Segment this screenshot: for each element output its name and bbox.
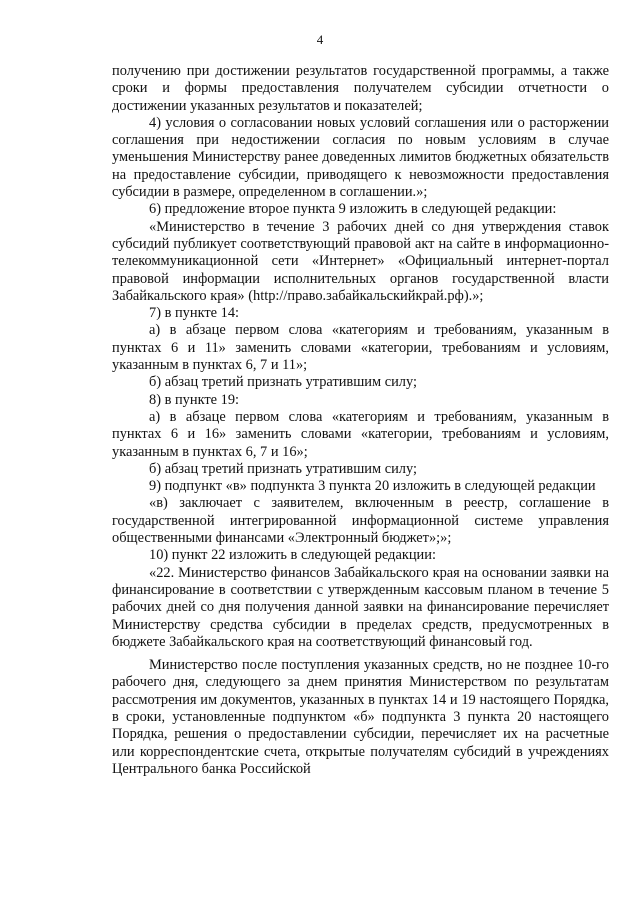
paragraph-1: получению при достижении результатов государственной программы, а также сроки и формы предоставления получателем субсидии отчетности о достижении указанных результатов и показателей; [112, 63, 609, 114]
paragraph-2: 4) условия о согласовании новых условий соглашения или о расторжении соглашения при недостижении согласия по новым условиям в случае уменьшения Министерству ранее доведенных лимитов бюджетных обязательств на предоставление субсидии, приводящего к невозможности предоставления субсидии в размере, определенном в соглашении.»; [112, 114, 609, 201]
paragraph-5: 7) в пункте 14: [149, 305, 240, 322]
paragraph-4: «Министерство в течение 3 рабочих дней со дня утверждения ставок субсидий публикует соответствующий правовой акт на сайте в информационно-телекоммуникационной сети «Интернет» «Официальный интернет-портал правовой информации исполнительных органов государственной власти Забайкальского края» (http://право.забайкальскийкрай.рф).»; [112, 218, 609, 304]
page-number: 4 [316, 32, 324, 47]
paragraph-6: а) в абзаце первом слова «категориям и требованиям, указанным в пунктах 6 и 11» заменить словами «категории, требованиям и условиям, указанным в пунктах 6, 7 и 11»; [112, 322, 609, 374]
paragraph-15: Министерство после поступления указанных средств, но не позднее 10-го рабочего дня, следующего за днем принятия Министерством по результатам рассмотрения им документов, указанных в пунктах 14 и 19 настоящего Порядка, в сроки, установленные подпунктом «б» подпункта 3 пункта 20 настоящего Порядка, решения о предоставлении субсидии, перечисляет их на расчетные или корреспондентские счета, открытые получателям субсидий в учреждениях Центрального банка Российской [112, 657, 609, 777]
paragraph-7: б) абзац третий признать утратившим силу; [149, 374, 417, 391]
paragraph-10: б) абзац третий признать утратившим силу; [149, 460, 417, 477]
paragraph-13: 10) пункт 22 изложить в следующей редакции: [149, 547, 436, 564]
paragraph-3: 6) предложение второе пункта 9 изложить в следующей редакции: [149, 201, 557, 218]
paragraph-14: «22. Министерство финансов Забайкальского края на основании заявки на финансирование в соответствии с утвержденным кассовым планом в течение 5 рабочих дней со дня получения данной заявки на финансирование перечисляет Министерству средства субсидии в пределах средств, предусмотренных в бюджете Забайкальского края на соответствующий финансовый год. [112, 564, 609, 650]
paragraph-8: 8) в пункте 19: [149, 391, 240, 408]
paragraph-9: а) в абзаце первом слова «категориям и требованиям, указанным в пунктах 6 и 16» заменить словами «категории, требованиям и условиям, указанным в пунктах 6, 7 и 16»; [112, 408, 609, 460]
paragraph-11: 9) подпункт «в» подпункта 3 пункта 20 изложить в следующей редакции [149, 478, 596, 495]
document-body [112, 63, 609, 778]
paragraph-12: «в) заключает с заявителем, включенным в реестр, соглашение в государственной интегрированной информационной системе управления общественными финансами «Электронный бюджет»;»; [112, 495, 609, 547]
